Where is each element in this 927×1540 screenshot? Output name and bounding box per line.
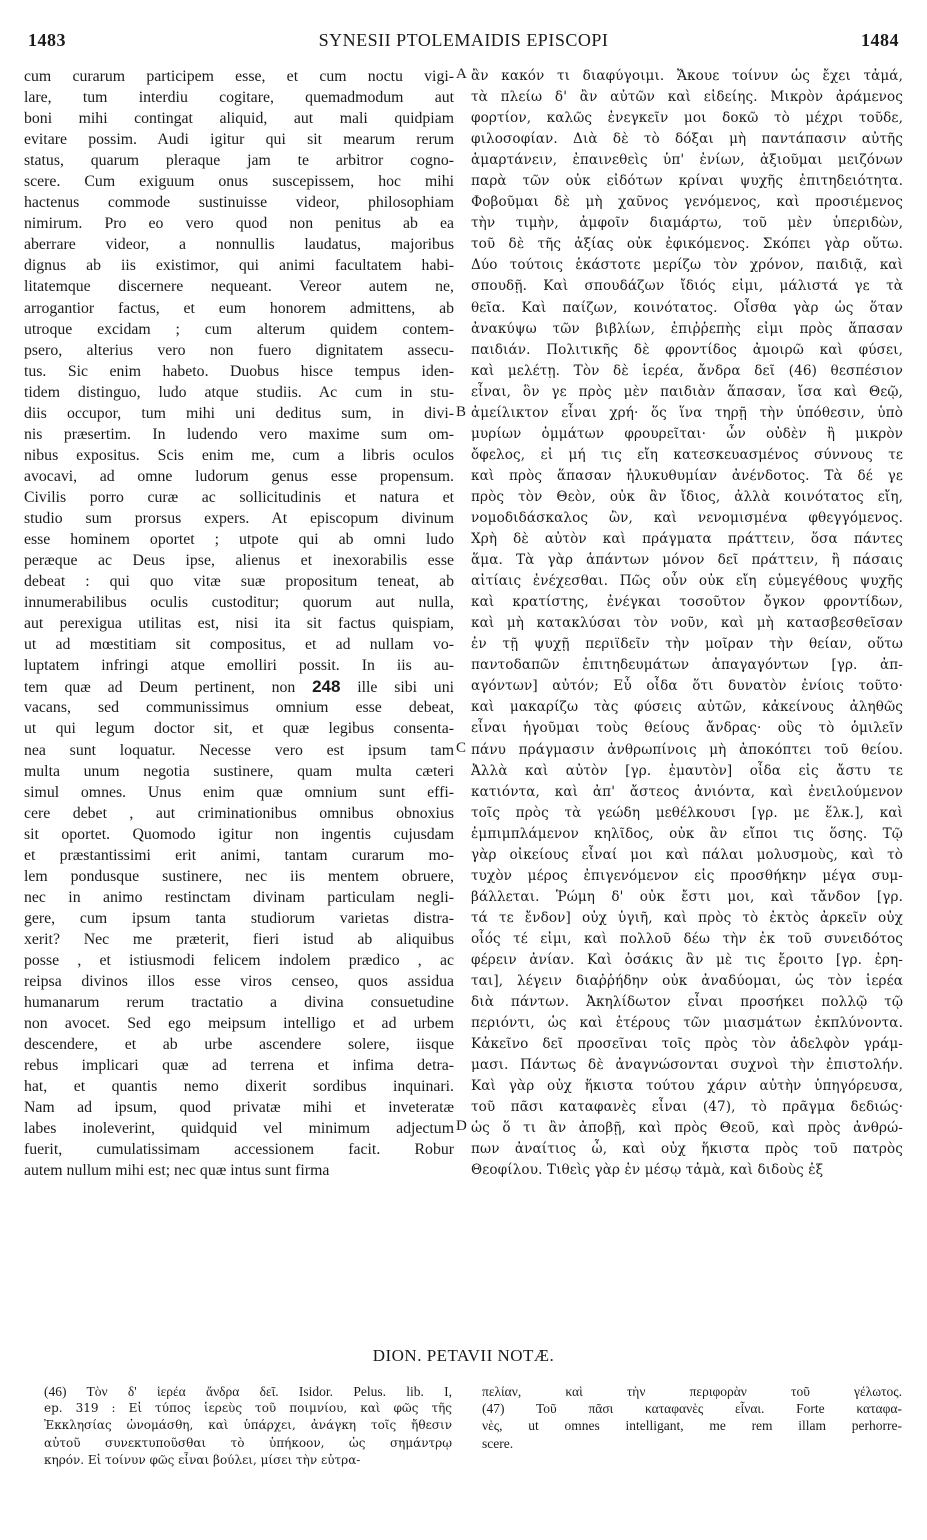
note-line: Ἐκκλησίας ὠνομάσθη, καὶ ὑπάρχει, ἀνάγκη τοῖς ἤθεσιν: [44, 1418, 452, 1433]
latin-line: simul omnes. Unus enim quæ omnium sunt effi-: [24, 783, 454, 801]
greek-line: ἐμπιμπλάμενον κηλῖδος, οὐκ ἂν εἴποι τις ὅσης. Τῷ: [471, 825, 903, 842]
latin-line: innumerabilibus oculis custoditur; quorum aut nulla,: [24, 594, 454, 612]
greek-line: ὡς ὅ τι ἂν ἀποβῇ, καὶ πρὸς Θεοῦ, καὶ πρὸς ἀνθρώ-: [471, 1120, 903, 1137]
latin-line: dignus ab iis existimor, qui animi facultatem habi-: [24, 257, 454, 275]
greek-line: πων ἀναίτιος ὦ, καὶ οὐχ ἥκιστα πρὸς τοῦ πατρὸς: [471, 1141, 903, 1158]
running-head: [24, 30, 903, 54]
latin-line: non avocet. Sed ego meipsum intelligo et ad urbem: [24, 1015, 454, 1033]
page-number-right: 1484: [861, 30, 899, 50]
greek-line: τὰ πλείω δ' ἂν αὐτῶν καὶ εἰδείης. Μικρὸν ἀράμενος: [471, 89, 903, 106]
latin-line: cere debet , aut criminationibus omnibus obnoxius: [24, 804, 454, 822]
greek-line: πάνυ πράγμασιν ἀνθρωπίνοις μὴ ἀποκόπτει τοῦ θείου.: [471, 741, 903, 758]
latin-line: cum curarum participem esse, et cum noctu vigi-: [24, 68, 454, 85]
latin-line: boni mihi contingat aliquid, aut mali quidpiam: [24, 110, 454, 128]
latin-line: Civilis porro curæ ac sollicitudinis et natura et: [24, 488, 454, 506]
greek-line: διὰ πάντων. Ἀκηλίδωτον εἶναι προσήκει πολλῷ τῷ: [471, 994, 903, 1011]
greek-line: βάλλεται. Ῥώμη δ' οὐκ ἔστι μοι, καὶ τἄνδον [γρ.: [471, 888, 903, 905]
latin-line: humanarum rerum tractatio a divina consuetudine: [24, 994, 454, 1012]
greek-line: εἶναι ἡγοῦμαι τοὺς θείους ἄνδρας· οὓς τὸ ὁμιλεῖν: [471, 720, 903, 737]
latin-line: et præstantissimi erit animi, tantam curarum mo-: [24, 846, 454, 864]
greek-line: Φοβοῦμαι δὲ μὴ χαῦνος γενόμενος, καὶ προσιέμενος: [471, 194, 903, 211]
latin-line: tus. Sic enim habeto. Duobus hisce tempus iden-: [24, 362, 454, 380]
note-line: ep. 319 : Εἰ τύπος ἱερεὺς τοῦ ποιμνίου, καὶ φῶς τῆς: [44, 1401, 452, 1416]
latin-line: psero, alterius vero non fuero dignitatem assecu-: [24, 341, 454, 359]
greek-line: Κἀκεῖνο δεῖ προσεῖναι τοῖς πρὸς τὸν ἀδελφὸν γράμ-: [471, 1036, 903, 1053]
latin-line: avocavi, ad omne ludorum genus esse propensum.: [24, 467, 454, 485]
greek-line: πρὸς τὸν Θεὸν, οὐκ ἂν ἴδιος, ἀλλὰ κοινότατος εἴη,: [471, 488, 903, 505]
latin-line: ut ad mœstitiam sit compositus, et ad nullam vo-: [24, 636, 454, 654]
latin-line: peræque ac Deus ipse, alienus et inexorabilis esse: [24, 552, 454, 570]
latin-line: evitare possim. Audi igitur qui sit mearum rerum: [24, 131, 454, 149]
column-number: 248: [312, 677, 341, 697]
greek-line: τὴν τιμὴν, ἀμφοῖν διαμάρτω, τοῦ μὲν ὑπεριδὼν,: [471, 215, 903, 232]
greek-line: ἐν τῇ ψυχῇ περιϊδεῖν τὴν μοῖραν τὴν θείαν, οὕτω: [471, 636, 903, 653]
greek-line: φέρειν ἀνίαν. Καὶ ὁσάκις ἂν μὲ τις ἔροιτο [γρ. ἐρη-: [471, 951, 903, 968]
latin-line: nis præsertim. In ludendo vero maxime sum om-: [24, 425, 454, 443]
greek-line: Ἀλλὰ καὶ αὐτὸν [γρ. ἐμαυτὸν] οἶδα εἰς ἄστυ τε: [471, 762, 903, 779]
greek-line: παντοδαπῶν ἐπιτηδευμάτων ἀπαγαγόντων [γρ. ἀπ-: [471, 657, 903, 674]
latin-line: nimirum. Pro eo vero quod non penitus ab ea: [24, 215, 454, 233]
greek-line: Θεοφίλου. Τιθεὶς γὰρ ἐν μέσῳ τἀμὰ, καὶ διδοὺς ἐξ: [471, 1162, 824, 1179]
note-line: (47) Τοῦ πᾶσι καταφανὲς εἶναι. Forte καταφα-: [482, 1401, 902, 1417]
greek-line: ὄφελος, εἰ μή τις εἴη κατεσκευασμένος σύννους τε: [471, 446, 903, 463]
latin-line: descendere, et ab urbe ascendere solere, iisque: [24, 1036, 454, 1054]
notes-right-column: [482, 1383, 902, 1452]
latin-line: hat, et quantis nemo dixerit sordibus inquinari.: [24, 1078, 454, 1096]
greek-line: ἅμα. Τὰ γὰρ ἁπάντων μόνον δεῖ πράττειν, ἢ πάσαις: [471, 552, 903, 569]
greek-line: ἂν κακόν τι διαφύγοιμι. Ἄκουε τοίνυν ὡς ἔχει τἀμά,: [471, 68, 903, 84]
note-line: πελίαν, καὶ τὴν περιφορὰν τοῦ γέλωτος.: [482, 1384, 902, 1399]
latin-line: aberrare videor, a nonnullis laudatus, majoribus: [24, 236, 454, 254]
greek-line: σπουδῇ. Καὶ σπουδάζων ἴδιός εἰμι, μάλιστά γε τὰ: [471, 278, 903, 295]
latin-line: gere, cum ipsum tanta studiorum varietas distra-: [24, 909, 454, 927]
greek-line: καὶ μελέτῃ. Τὸν δὲ ἱερέα, ἄνδρα δεῖ (46) θεσπέσιον: [471, 362, 903, 379]
latin-line: multa unum negotia sustinere, quam multa cæteri: [24, 762, 454, 780]
latin-line: reipsa divinos illos esse viros censeo, quos assidua: [24, 973, 454, 991]
latin-line: studio sum prorsus expers. At episcopum divinum: [24, 509, 454, 527]
greek-line: μυρίων ὀμμάτων φρουρεῖται· ὧν οὐδὲν ἢ μικρὸν: [471, 425, 903, 442]
note-line: κηρόν. Εἰ τοίνυν φῶς εἶναι βούλει, μίσει τὴν εὐτρα-: [44, 1452, 361, 1467]
greek-line: παιδιάν. Πολιτικῆς δὲ φροντίδος ἀμοιρῶ καὶ φύσει,: [471, 341, 903, 358]
latin-line: vacans, sed communissimus omnium esse debeat,: [24, 699, 454, 717]
greek-line: Καὶ γὰρ οὐχ ἥκιστα τούτου χάριν αὐτὴν ὑπηγόρευσα,: [471, 1078, 903, 1095]
note-line: νὲς, ut omnes intelligant, me rem illam perhorre-: [482, 1418, 902, 1434]
latin-line: hactenus commode sustinuisse videor, philosophiam: [24, 194, 454, 212]
latin-line: esse hominem oportet ; utpote qui ab omni ludo: [24, 531, 454, 549]
note-line: (46) Τὸν δ' ἱερέα ἄνδρα δεῖ. Isidor. Pelus. lib. I,: [44, 1384, 452, 1399]
greek-line: καὶ μὴ κατακλύσαι τὸν νοῦν, καὶ μὴ κατασβεσθεῖσαν: [471, 615, 903, 632]
greek-column: [471, 66, 903, 1181]
page-number-left: 1483: [28, 30, 66, 50]
line-text-tail: ille sibi uni: [357, 679, 454, 697]
latin-line: rebus implicari quæ ad terrena et infima detra-: [24, 1057, 454, 1075]
latin-line: utroque excidam ; cum alterum quidem contem-: [24, 320, 454, 338]
greek-line: ται], λέγειν διαῤῥήδην οὐκ ἀναδύομαι, ὡς τὸν ἱερέα: [471, 973, 903, 990]
latin-line: autem nullum mihi est; nec quæ intus sunt firma: [24, 1162, 330, 1180]
latin-line: labes inoleverint, quidquid vel minimum adjectum: [24, 1120, 454, 1138]
greek-line: τά τε ἔνδον] οὐχ ὑγιῆ, καὶ πρὸς τὸ ἐκτὸς ἀρκεῖν οὐχ: [471, 909, 903, 926]
greek-line: τυχὸν μέρος ἐπιγενόμενον εἰς προσθήκην μέγα συμ-: [471, 867, 903, 884]
latin-line: luptatem infringi atque emolliri possit. In iis au-: [24, 657, 454, 675]
notes-left-column: [44, 1383, 452, 1469]
greek-line: νομοδιδάσκαλος ὢν, καὶ νενομισμένα φθεγγόμενος.: [471, 509, 903, 526]
greek-line: μασι. Πάντως δὲ ἀναγνώσονται συχνοὶ τὴν ἐπιστολήν.: [471, 1057, 903, 1074]
greek-line: παρὰ τῶν οὐκ εἰδότων κρίναι ψυχῆς ἐπιτηδειότητα.: [471, 173, 903, 190]
note-line: scere.: [482, 1435, 514, 1451]
latin-line: Nam ad ipsum, quod privatæ mihi et inveteratæ: [24, 1099, 454, 1117]
margin-marker-a: A: [456, 66, 467, 82]
running-title: SYNESII PTOLEMAIDIS EPISCOPI: [318, 30, 609, 50]
margin-marker-c: C: [456, 740, 467, 756]
latin-line: diis occupor, tum mihi uni deditus sum, in divi-: [24, 404, 454, 422]
margin-marker-d: D: [456, 1118, 467, 1134]
latin-line: xerit? Nec me præterit, fieri istud ab aliquibus: [24, 930, 454, 948]
latin-line: lare, tum interdiu cogitare, quemadmodum aut: [24, 89, 454, 107]
greek-line: ἀμείλικτον εἶναι χρή· ὅς ἵνα τηρῇ τὴν ὑπόθεσιν, ὑπὸ: [471, 404, 903, 421]
latin-line: tidem distinguo, ludo atque studiis. Ac cum in stu-: [24, 383, 454, 401]
latin-line: nec in animo restinctam divinam particulam negli-: [24, 888, 454, 906]
greek-line: τοῦ πᾶσι καταφανὲς εἶναι (47), τὸ πρᾶγμα δεδιώς·: [471, 1099, 903, 1116]
greek-line: εἶναι, ὃν γε πρὸς μὲν παιδιὰν ἅπασαν, ἴσα καὶ Θεῷ,: [471, 383, 903, 400]
note-line: αὐτοῦ συνεκτυποῦσθαι τὸ ὑπήκοον, ὡς σημάντρῳ: [44, 1435, 452, 1450]
greek-line: καὶ κρατίστης, ἐνέγκαι τοσοῦτον ὄγκον φροντίδων,: [471, 594, 903, 611]
greek-line: Χρὴ δὲ αὐτὸν καὶ πράγματα πράττειν, ὅσα πάντες: [471, 531, 903, 548]
latin-line: lem pondusque sustinere, nec iis mentem obruere,: [24, 867, 454, 885]
latin-line: nea sunt loquatur. Necesse vero est ipsum tam: [24, 741, 454, 759]
greek-line: περιόντι, ὡς καὶ ἑτέρους τῶν μιασμάτων ἐκπλύνοντα.: [471, 1015, 903, 1032]
line-text: tem quæ ad Deum pertinent, non: [24, 679, 296, 697]
greek-line: Δύο τούτοις ἑκάστοτε μερίζω τὸν χρόνον, παιδιᾷ, καὶ: [471, 257, 903, 274]
greek-line: αγόντων] αὐτόν; Εὖ οἶδα ὅτι δυνατὸν ἐνίοις τοῦτο·: [471, 678, 903, 695]
margin-marker-b: B: [456, 404, 467, 420]
greek-line: κατιόντα, καὶ ἀπ' ἄστεος ἀνιόντα, καὶ ἐνειλούμενον: [471, 783, 903, 800]
greek-line: καὶ μακαρίζω τὰς φύσεις αὐτῶν, κἀκείνους ἀληθῶς: [471, 699, 903, 716]
latin-line: sit oportet. Quomodo igitur non ingentis cujusdam: [24, 825, 454, 843]
greek-line: γὰρ οἰκείους εἶναί μοι καὶ πάλαι μολυσμοὺς, καὶ τὸ: [471, 846, 903, 863]
notes-title: DION. PETAVII NOTÆ.: [372, 1346, 555, 1365]
greek-line: καὶ πρὸς ἅπασαν ἡλυκυθυμίαν ἀνένδοτος. Τὰ δέ γε: [471, 467, 903, 484]
greek-line: τοῦ δὲ τῆς ἀξίας οὐκ ἐφικόμενος. Σκόπει γὰρ οὕτω.: [471, 236, 903, 253]
greek-line: ἀνακύψω τῶν βιβλίων, ἐπιῤῥεπὴς εἰμι πρὸς ἅπασαν: [471, 320, 903, 337]
greek-line: θεῖα. Καὶ παίζων, κοινότατος. Οἶσθα γὰρ ὡς ὅταν: [471, 299, 903, 316]
latin-line: debeat : qui quo vitæ suæ propositum teneat, ab: [24, 573, 454, 591]
latin-line: aut perexigua utilitas est, nisi ita sit factus quispiam,: [24, 615, 454, 633]
latin-line: arrogantior factus, et eum honorem admittens, ab: [24, 299, 454, 317]
greek-line: τοῖς πρὸς τὰ γεώδη μεθέλκουσι [γρ. με ἕλκ.], καὶ: [471, 804, 903, 821]
greek-line: ἁμαρτάνειν, ἐπαινεθεὶς ὑπ' ἐνίων, ἀξιοῦμαι μειζόνων: [471, 152, 903, 169]
greek-line: φιλοσοφίαν. Διὰ δὲ τὸ δόξαι μὴ παντάπασιν αὐτῆς: [471, 131, 903, 148]
greek-line: οἷός τέ εἰμι, καὶ πολλοῦ δέω τὴν ἐκ τοῦ συνειδότος: [471, 930, 903, 947]
latin-line: litatemque discernere nequeant. Vereor autem ne,: [24, 278, 454, 296]
latin-line: status, quarum pleraque jam te arbitror cogno-: [24, 152, 454, 170]
latin-line: posse , et istiusmodi felicem indolem prædico , ac: [24, 951, 454, 969]
latin-column: [24, 66, 454, 1181]
greek-line: φορτίον, καλῶς ἐνεγκεῖν μοι δοκῶ τὸ μέχρι τοῦδε,: [471, 110, 903, 127]
latin-line: ut qui legum doctor sit, et quæ legibus consenta-: [24, 720, 454, 738]
latin-line: nibus expositus. Scis enim me, cum a libris oculos: [24, 446, 454, 464]
latin-line: [24, 676, 454, 697]
greek-line: αἰτίαις ἐνέχεσθαι. Πῶς οὖν οὐκ εἴη εὐμεγέθους ψυχῆς: [471, 573, 903, 590]
latin-line: scere. Cum exiguum onus suscepissem, hoc mihi: [24, 173, 454, 191]
latin-line: fuerit, cumulatissimam accessionem facit. Robur: [24, 1141, 454, 1159]
